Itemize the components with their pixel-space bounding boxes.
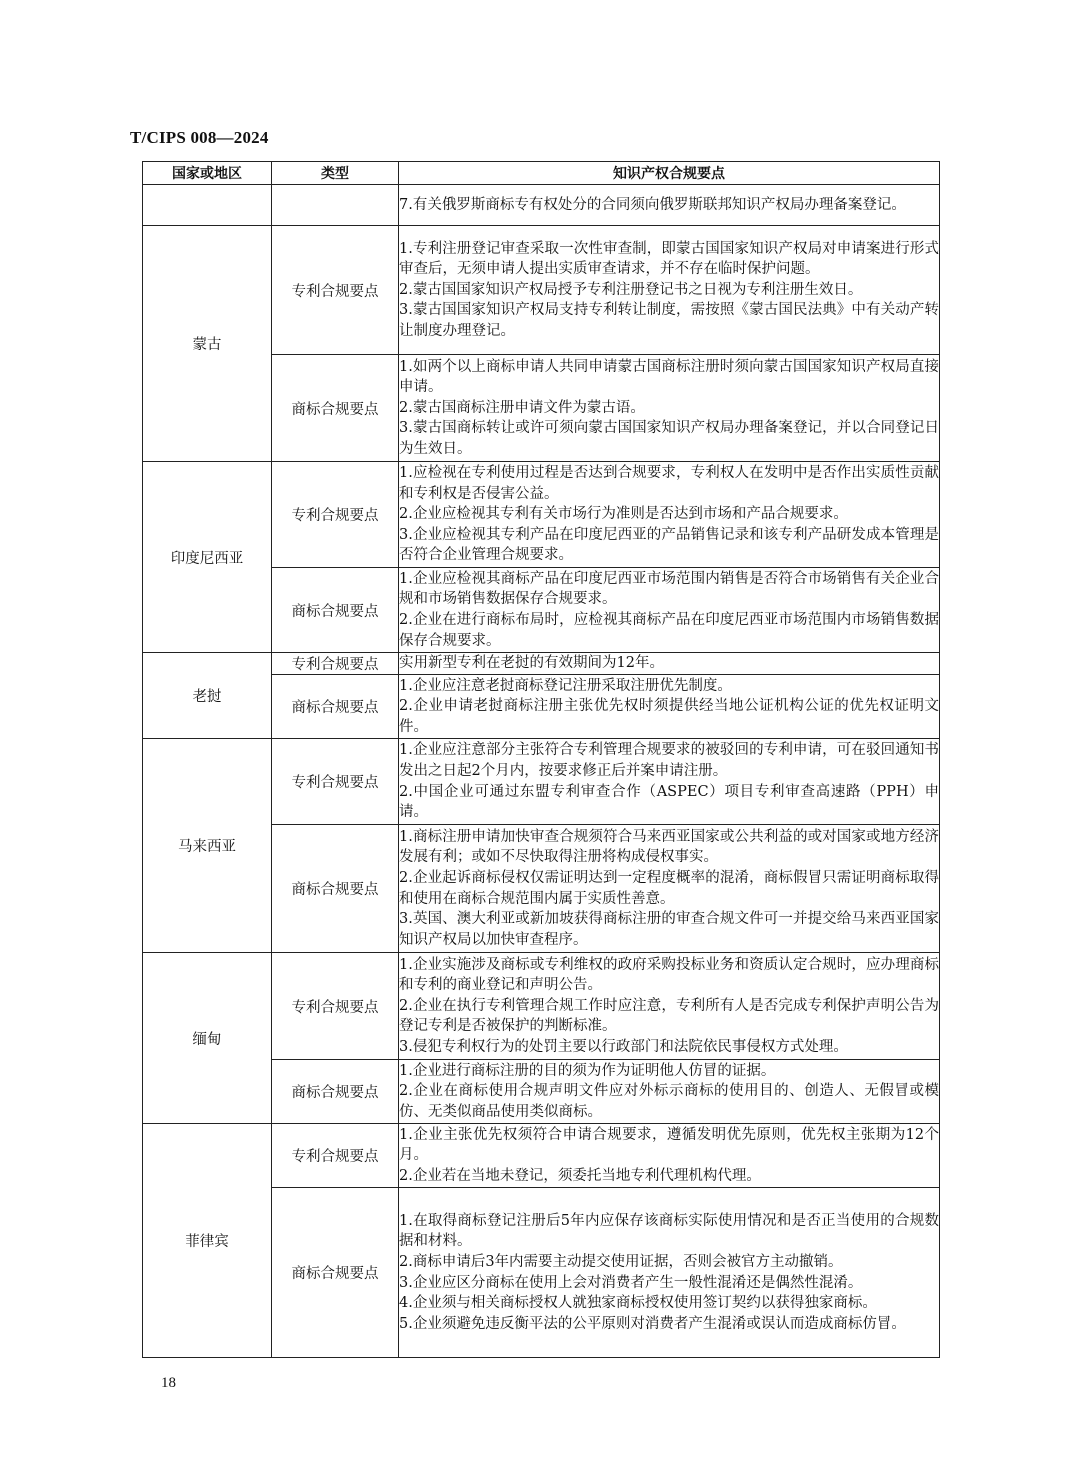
compliance-point: 1.应检视在专利使用过程是否达到合规要求，专利权人在发明中是否作出实质性贡献和专利权是否侵害公益。 [399,465,939,502]
compliance-point: 2.蒙古国商标注册申请文件为蒙古语。 [399,399,645,416]
compliance-point: 1.企业应注意部分主张符合专利管理合规要求的被驳回的专利申请，可在驳回通知书发出之日起2个月内，按要求修正后并案申请注册。 [399,742,939,779]
country-cell-mongolia: 蒙古 [143,226,272,462]
compliance-point: 1.企业进行商标注册的目的须为作为证明他人仿冒的证据。 [399,1062,776,1079]
points-cell [399,653,940,675]
compliance-point: 2.企业在进行商标布局时，应检视其商标产品在印度尼西亚市场范围内市场销售数据保存合规要求。 [399,612,939,649]
compliance-point: 3.侵犯专利权行为的处罚主要以行政部门和法院依民事侵权方式处理。 [399,1038,848,1055]
compliance-point: 2.企业在商标使用合规声明文件应对外标示商标的使用目的、创造人、无假冒或模仿、无类似商品使用类似商标。 [399,1083,939,1120]
country-cell-indonesia: 印度尼西亚 [143,462,272,653]
column-header-points: 知识产权合规要点 [399,162,940,185]
type-cell: 商标合规要点 [272,675,399,739]
points-cell [399,825,940,953]
type-cell: 商标合规要点 [272,355,399,462]
type-cell: 专利合规要点 [272,1124,399,1188]
compliance-point: 2.中国企业可通过东盟专利审查合作（ASPEC）项目专利审查高速路（PPH）申请。 [399,783,939,821]
compliance-point: 3.企业应区分商标在使用上会对消费者产生一般性混淆还是偶然性混淆。 [399,1274,863,1291]
compliance-table [142,161,940,1358]
compliance-point: 2.企业若在当地未登记，须委托当地专利代理机构代理。 [399,1167,761,1184]
points-cell [399,185,940,226]
points-cell [399,462,940,568]
table-row [143,739,940,825]
country-cell-philippines: 菲律宾 [143,1124,272,1358]
type-cell: 专利合规要点 [272,953,399,1060]
compliance-point: 1.企业应注意老挝商标登记注册采取注册优先制度。 [399,677,732,694]
table-row [143,953,940,1060]
compliance-point: 1.企业主张优先权须符合申请合规要求，遵循发明优先原则，优先权主张期为12个月。 [399,1126,939,1164]
points-cell [399,1124,940,1188]
country-cell-empty [143,185,272,226]
compliance-point: 实用新型专利在老挝的有效期间为12年。 [399,655,664,672]
document-code: T/CIPS 008—2024 [130,128,269,147]
table-row [143,226,940,355]
compliance-point: 2.企业在执行专利管理合规工作时应注意，专利所有人是否完成专利保护声明公告为登记专利是否被保护的判断标准。 [399,997,939,1035]
country-cell-myanmar: 缅甸 [143,953,272,1124]
country-cell-malaysia: 马来西亚 [143,739,272,953]
type-cell: 专利合规要点 [272,226,399,355]
type-cell: 专利合规要点 [272,653,399,675]
table-row [143,462,940,568]
table-row [143,653,940,675]
points-cell [399,1188,940,1358]
table-row-continuation [143,185,940,226]
country-cell-laos: 老挝 [143,653,272,739]
column-header-country: 国家或地区 [143,162,272,185]
compliance-point: 4.企业须与相关商标授权人就独家商标授权使用签订契约以获得独家商标。 [399,1295,877,1312]
compliance-point: 1.企业实施涉及商标或专利维权的政府采购投标业务和资质认定合规时，应办理商标和专利的商业登记和声明公告。 [399,956,939,994]
compliance-point: 2.企业应检视其专利有关市场行为准则是否达到市场和产品合规要求。 [399,506,848,523]
points-cell [399,1060,940,1124]
compliance-point: 1.商标注册申请加快审查合规须符合马来西亚国家或公共利益的或对国家或地方经济发展有利；或如不尽快取得注册将构成侵权事实。 [399,828,939,866]
type-cell: 商标合规要点 [272,1188,399,1358]
compliance-point: 7.有关俄罗斯商标专有权处分的合同须向俄罗斯联邦知识产权局办理备案登记。 [399,196,906,213]
points-cell [399,568,940,653]
compliance-point: 1.企业应检视其商标产品在印度尼西亚市场范围内销售是否符合市场销售有关企业合规和市场销售数据保存合规要求。 [399,570,939,608]
type-cell: 专利合规要点 [272,462,399,568]
points-cell [399,953,940,1060]
page-number: 18 [161,1375,176,1391]
compliance-point: 2.蒙古国国家知识产权局授予专利注册登记书之日视为专利注册生效日。 [399,281,863,298]
table-row [143,1124,940,1188]
points-cell [399,739,940,825]
type-cell: 专利合规要点 [272,739,399,825]
type-cell: 商标合规要点 [272,1060,399,1124]
points-cell [399,226,940,355]
compliance-point: 1.在取得商标登记注册后5年内应保存该商标实际使用情况和是否正当使用的合规数据和材料。 [399,1212,939,1250]
compliance-point: 2.企业起诉商标侵权仅需证明达到一定程度概率的混淆，商标假冒只需证明商标取得和使用在商标合规范围内属于实质性善意。 [399,869,939,907]
type-cell: 商标合规要点 [272,568,399,653]
compliance-point: 3.企业应检视其专利产品在印度尼西亚的产品销售记录和该专利产品研发成本管理是否符合企业管理合规要求。 [399,526,939,564]
points-cell [399,355,940,462]
compliance-point: 3.蒙古国商标转让或许可须向蒙古国国家知识产权局办理备案登记，并以合同登记日为生效日。 [399,420,939,457]
compliance-point: 2.企业申请老挝商标注册主张优先权时须提供经当地公证机构公证的优先权证明文件。 [399,698,939,735]
type-cell-empty [272,185,399,226]
table-header-row [143,162,940,185]
compliance-point: 3.蒙古国国家知识产权局支持专利转让制度，需按照《蒙古国民法典》中有关动产转让制度办理登记。 [399,302,939,339]
compliance-point: 1.专利注册登记审查采取一次性审查制，即蒙古国国家知识产权局对申请案进行形式审查后，无须申请人提出实质审查请求，并不存在临时保护问题。 [399,240,939,278]
compliance-point: 5.企业须避免违反衡平法的公平原则对消费者产生混淆或误认而造成商标仿冒。 [399,1315,906,1332]
compliance-point: 3.英国、澳大利亚或新加坡获得商标注册的审查合规文件可一并提交给马来西亚国家知识产权局以加快审查程序。 [399,911,939,948]
column-header-type: 类型 [272,162,399,185]
compliance-point: 2.商标申请后3年内需要主动提交使用证据，否则会被官方主动撤销。 [399,1253,843,1270]
type-cell: 商标合规要点 [272,825,399,953]
points-cell [399,675,940,739]
compliance-point: 1.如两个以上商标申请人共同申请蒙古国商标注册时须向蒙古国国家知识产权局直接申请。 [399,358,939,396]
